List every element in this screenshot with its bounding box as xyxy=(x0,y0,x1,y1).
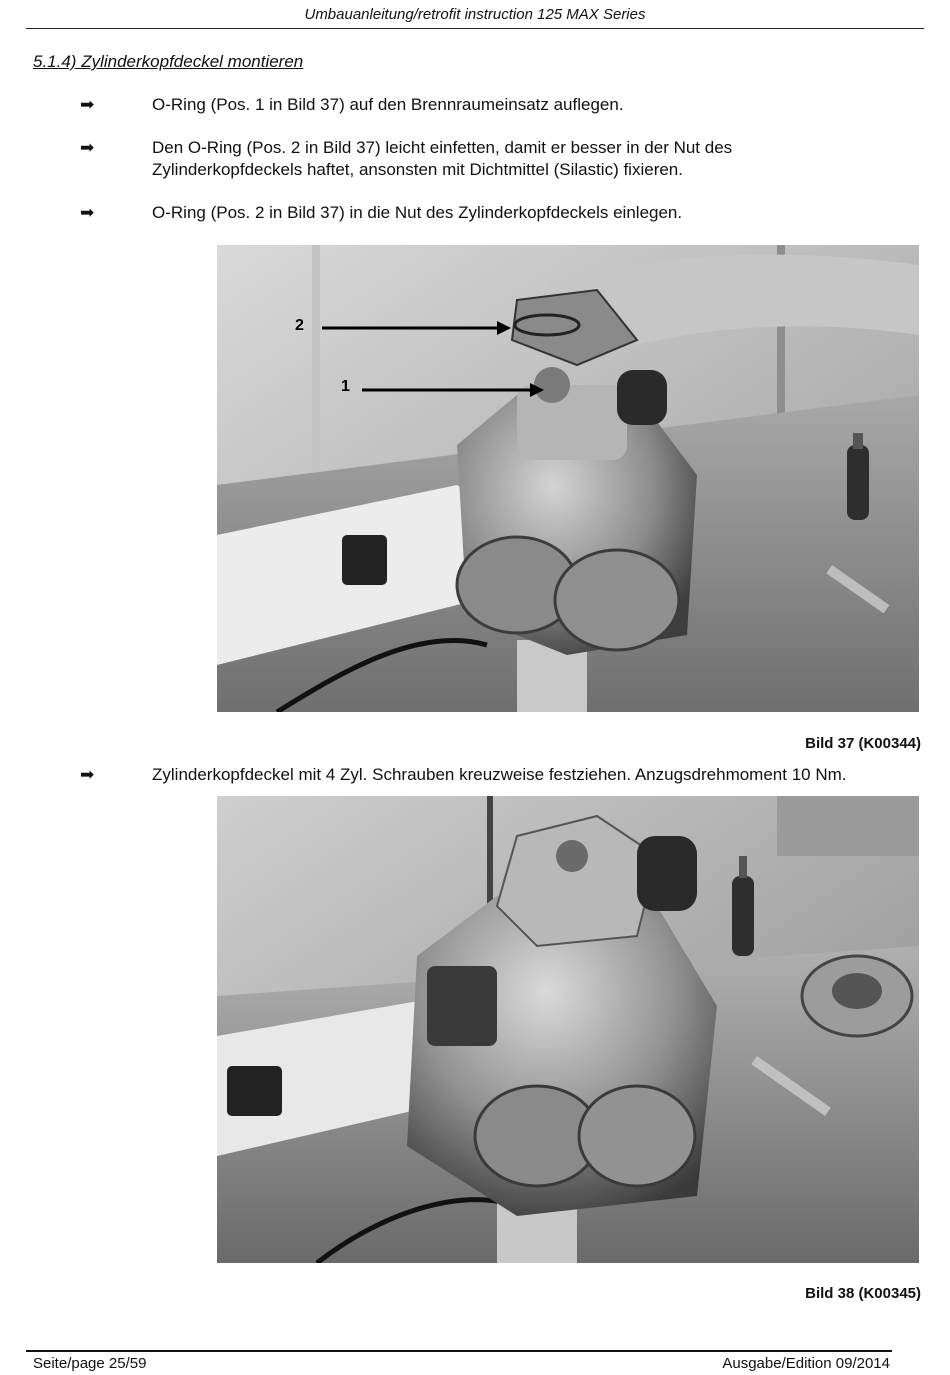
figure-38-caption: Bild 38 (K00345) xyxy=(805,1285,921,1302)
document-header-title: Umbauanleitung/retrofit instruction 125 MAX Series xyxy=(304,6,646,23)
figure-37-caption: Bild 37 (K00344) xyxy=(805,735,921,752)
figure-38-photo xyxy=(217,796,919,1263)
arrow-bullet-icon: ➡ xyxy=(80,765,95,784)
step-text: Zylinderkopfdeckel mit 4 Zyl. Schrauben kreuzweise festziehen. Anzugsdrehmoment 10 Nm. xyxy=(152,765,847,784)
edition-label: Ausgabe/Edition 09/2014 xyxy=(722,1355,890,1372)
header-divider xyxy=(26,28,924,29)
arrow-bullet-icon: ➡ xyxy=(80,95,95,114)
figure-37-photo xyxy=(217,245,919,712)
step-text: O-Ring (Pos. 2 in Bild 37) in die Nut des Zylinderkopfdeckels einlegen. xyxy=(152,203,683,222)
step-text: Den O-Ring (Pos. 2 in Bild 37) leicht einfetten, damit er besser in der Nut des Zylinderkopfdeckels haftet, ansonsten mit Dichtmittel (Silastic) fixieren. xyxy=(152,138,733,179)
engine-photo-cover-mounted xyxy=(217,796,919,1263)
arrow-bullet-icon: ➡ xyxy=(80,138,95,157)
callout-label-2: 2 xyxy=(295,317,304,334)
step-text: O-Ring (Pos. 1 in Bild 37) auf den Brennraumeinsatz auflegen. xyxy=(152,95,624,114)
footer-divider xyxy=(26,1350,892,1352)
section-heading: 5.1.4) Zylinderkopfdeckel montieren xyxy=(33,52,304,71)
arrow-bullet-icon: ➡ xyxy=(80,203,95,222)
page-number: Seite/page 25/59 xyxy=(33,1355,147,1372)
callout-label-1: 1 xyxy=(341,378,350,395)
engine-photo-cover-removal xyxy=(217,245,919,712)
